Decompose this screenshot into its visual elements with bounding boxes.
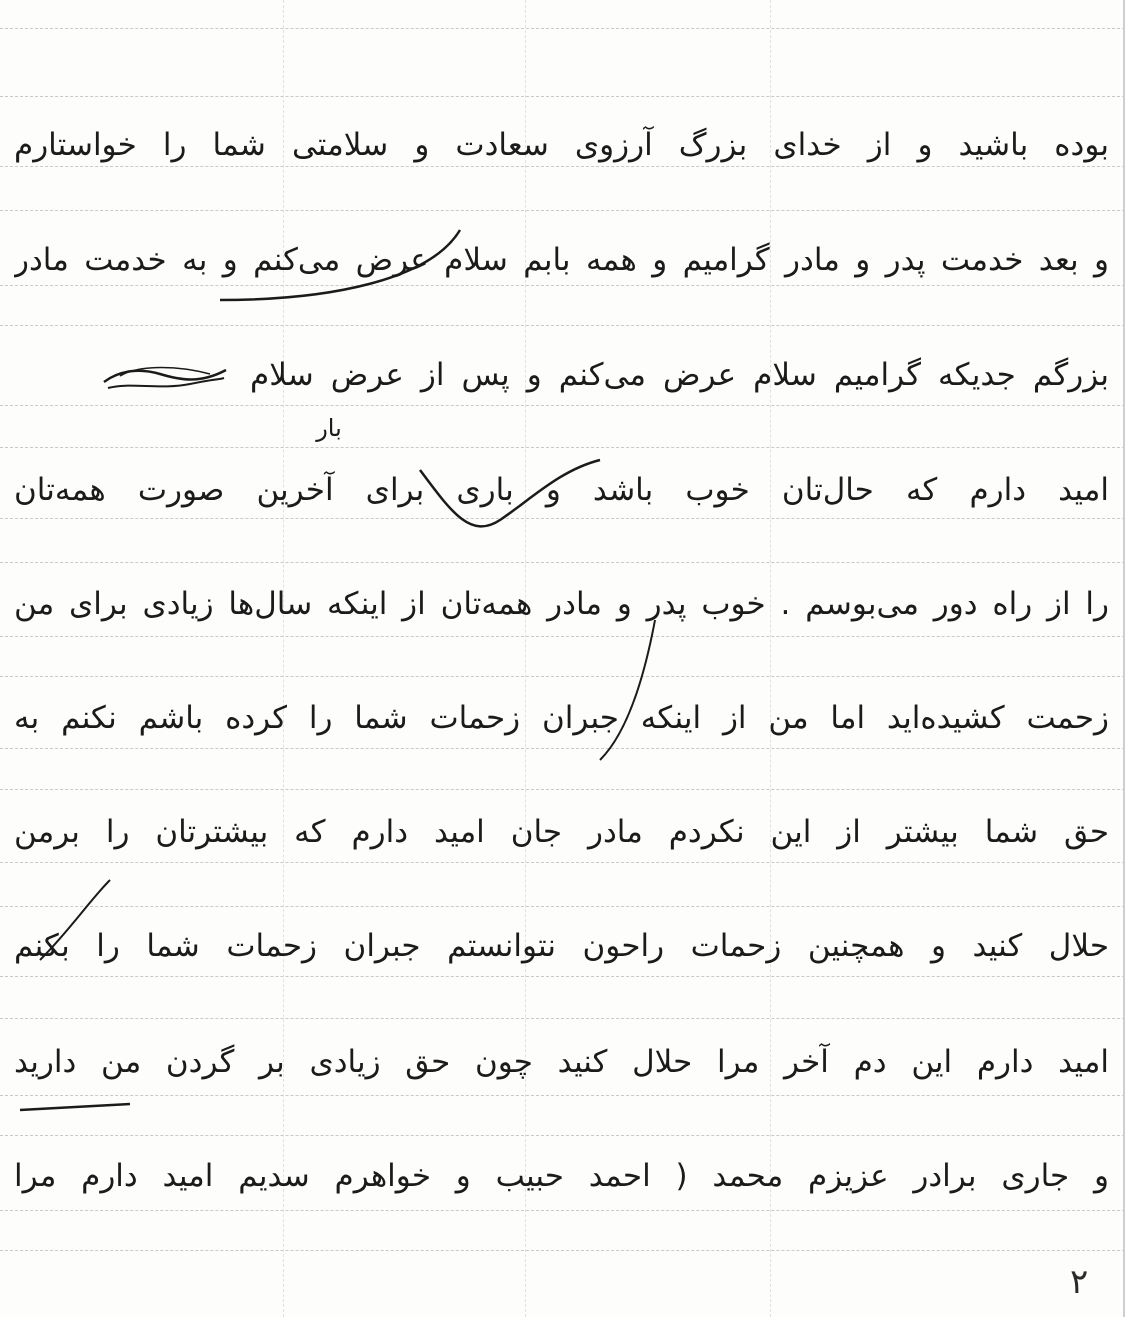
letter-line-3: بزرگم جدیکه گرامیم سلام عرض می‌کنم و پس از عرض سلام xyxy=(250,357,1109,393)
letter-line-10: و جاری برادر عزیزم محمد ( احمد حبیب و خواهرم سدیم امید دارم مرا xyxy=(14,1158,1109,1194)
letter-line-1: بوده باشید و از خدای بزرگ آرزوی سعادت و سلامتی شما را خواستارم xyxy=(14,127,1109,163)
letter-line-5: را از راه دور می‌بوسم . خوب پدر و مادر همه‌تان از اینکه سال‌ها زیادی برای من xyxy=(14,586,1109,622)
interlinear-insertion: بار xyxy=(316,414,342,442)
letter-line-9: امید دارم این دم آخر مرا حلال کنید چون حق زیادی بر گردن من دارید xyxy=(14,1044,1109,1080)
letter-line-6: زحمت کشیده‌اید اما من از اینکه جبران زحمات شما را کرده باشم نکنم به xyxy=(14,700,1109,736)
page-number: ۲ xyxy=(1070,1262,1089,1302)
letter-line-7: حق شما بیشتر از این نکردم مادر جان امید دارم که بیشترتان را برمن xyxy=(14,814,1109,850)
letter-line-4: امید دارم که حال‌تان خوب باشد و باری برای آخرین صورت همه‌تان xyxy=(14,472,1109,508)
letter-line-8: حلال کنید و همچنین زحمات راحون نتوانستم جبران زحمات شما را بکنم xyxy=(14,928,1109,964)
letter-line-2: و بعد خدمت پدر و مادر گرامیم و همه بابم سلام عرض می‌کنم و به خدمت مادر xyxy=(14,242,1109,278)
